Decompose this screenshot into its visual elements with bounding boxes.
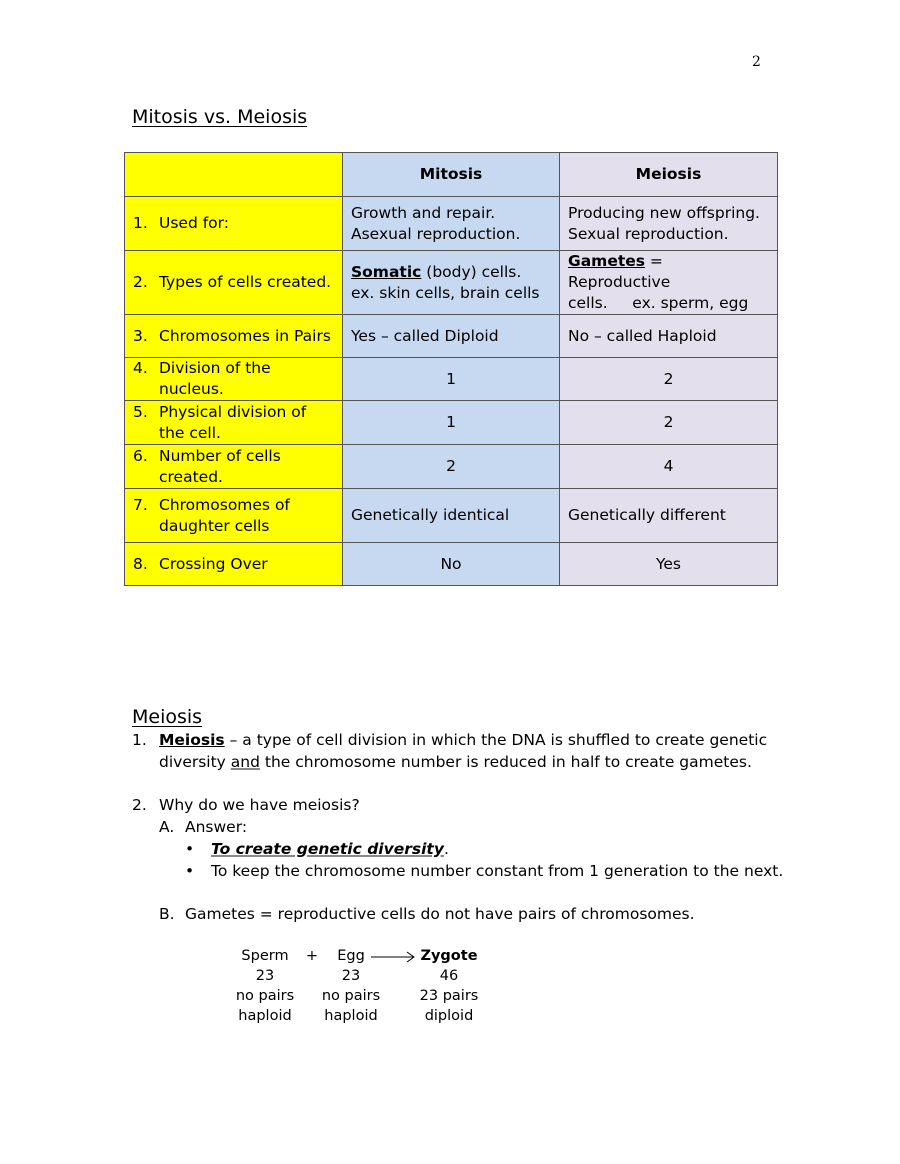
row-number: 5. (133, 402, 148, 421)
list-letter: B. (159, 905, 175, 923)
zygote-label: Zygote (420, 948, 478, 964)
row-label: Crossing Over (159, 554, 268, 573)
bullet-item (185, 860, 783, 882)
section-title-mitosis-vs-meiosis: Mitosis vs. Meiosis (132, 106, 308, 128)
question-text: Why do we have meiosis? (159, 796, 360, 814)
sperm-label: Sperm (241, 948, 289, 964)
term-gametes: Gametes (568, 252, 645, 270)
table-row (125, 197, 778, 251)
row-number: 2. (133, 273, 148, 291)
meiosis-cell-text: = Reproductive (568, 252, 671, 291)
equation-zygote (417, 946, 481, 1026)
row-label: Number of cells created. (159, 446, 281, 486)
row-number: 1. (133, 214, 148, 232)
mitosis-cell: Yes – called Diploid (343, 315, 560, 358)
table-row (125, 315, 778, 358)
zygote-ploidy: diploid (424, 1008, 474, 1024)
mitosis-cell: 2 (343, 445, 560, 489)
definition-text: the chromosome number is reduced in half to create gametes. (259, 753, 752, 771)
list-letter: A. (159, 818, 175, 836)
gametes-text: Gametes = reproductive cells do not have pairs of chromosomes. (185, 905, 695, 923)
header-cell-meiosis: Meiosis (560, 153, 778, 197)
answer-label: Answer: (185, 818, 248, 836)
meiosis-cell: 2 (560, 358, 778, 401)
question-item (132, 794, 360, 816)
bullet-item (185, 838, 449, 860)
row-label: Types of cells created. (159, 273, 332, 291)
egg-label: Egg (337, 948, 365, 964)
row-label: Chromosomes in Pairs (159, 326, 331, 345)
zygote-count: 46 (439, 968, 459, 984)
meiosis-cell: Yes (560, 543, 778, 586)
mitosis-cell-line: Asexual reproduction. (351, 224, 521, 243)
bullet-icon: • (185, 862, 195, 880)
row-number: 3. (133, 326, 148, 345)
egg-count: 23 (341, 968, 361, 984)
comparison-table (124, 152, 778, 586)
bullet-text: To keep the chromosome number constant from 1 generation to the next. (211, 862, 784, 880)
row-label: Physical division of the cell. (159, 402, 307, 442)
sperm-pairs: no pairs (235, 988, 295, 1004)
definition-text: – a type of cell division in which the DNA is shuffled to create genetic (224, 731, 768, 749)
table-row (125, 543, 778, 586)
mitosis-cell-line: ex. skin cells, brain cells (351, 283, 540, 302)
row-number: 6. (133, 446, 148, 465)
meiosis-cell-line: Sexual reproduction. (568, 224, 729, 243)
term-somatic: Somatic (351, 262, 422, 281)
table-row (125, 358, 778, 401)
emphasis-genetic-diversity: To create genetic diversity (211, 840, 444, 858)
mitosis-cell: 1 (343, 358, 560, 401)
section-title-meiosis: Meiosis (132, 706, 203, 728)
egg-ploidy: haploid (324, 1008, 378, 1024)
table-header-row (125, 153, 778, 197)
gametes-item (159, 903, 695, 925)
plus-sign: + (305, 948, 319, 964)
row-label: Chromosomes of daughter cells (159, 495, 290, 535)
bullet-text: . (443, 840, 449, 858)
mitosis-cell: Genetically identical (343, 489, 560, 543)
table-row (125, 251, 778, 315)
row-label: Used for: (159, 214, 229, 232)
meiosis-cell: 2 (560, 401, 778, 445)
header-cell-blank (125, 153, 343, 197)
list-number: 1. (132, 731, 147, 749)
page-number: 2 (752, 54, 761, 70)
list-number: 2. (132, 796, 147, 814)
answer-item (159, 816, 247, 838)
arrow-right-icon (371, 951, 417, 963)
bullet-icon: • (185, 840, 195, 858)
row-label: Division of the nucleus. (159, 359, 271, 398)
sperm-count: 23 (255, 968, 275, 984)
mitosis-cell: 1 (343, 401, 560, 445)
sperm-ploidy: haploid (238, 1008, 292, 1024)
zygote-pairs: 23 pairs (419, 988, 479, 1004)
meiosis-definition (132, 729, 772, 773)
term-meiosis: Meiosis (159, 731, 225, 749)
meiosis-cell: 4 (560, 445, 778, 489)
row-number: 7. (133, 495, 148, 514)
header-cell-mitosis: Mitosis (343, 153, 560, 197)
equation-sperm (233, 946, 297, 1026)
table-row (125, 445, 778, 489)
table-row (125, 401, 778, 445)
row-number: 4. (133, 359, 148, 377)
mitosis-cell-text: (body) cells. (421, 262, 522, 281)
meiosis-cell-line: cells. ex. sperm, egg (568, 294, 749, 312)
meiosis-cell-line: Producing new offspring. (568, 203, 760, 222)
word-and: and (230, 753, 260, 771)
meiosis-cell: No – called Haploid (560, 315, 778, 358)
egg-pairs: no pairs (321, 988, 381, 1004)
row-number: 8. (133, 554, 148, 573)
mitosis-cell-line: Growth and repair. (351, 203, 496, 222)
definition-text: diversity (159, 753, 231, 771)
table-row (125, 489, 778, 543)
meiosis-cell: Genetically different (560, 489, 778, 543)
mitosis-cell: No (343, 543, 560, 586)
